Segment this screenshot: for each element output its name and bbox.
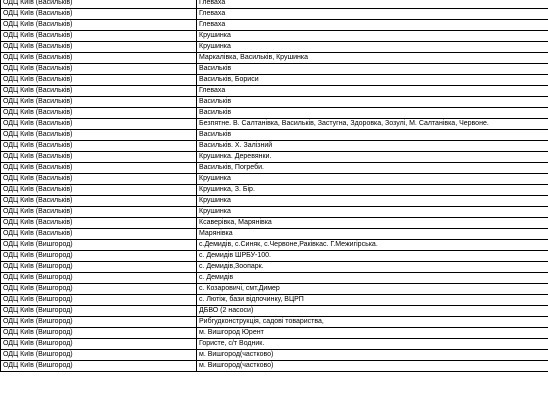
region-cell: ОДЦ Київ (Васильків) xyxy=(1,31,197,42)
region-cell: ОДЦ Київ (Васильків) xyxy=(1,42,197,53)
places-cell: Крушинка xyxy=(197,174,548,185)
table-row xyxy=(1,42,548,53)
region-cell: ОДЦ Київ (Васильків) xyxy=(1,218,197,229)
table-row xyxy=(1,251,548,262)
table-row xyxy=(1,361,548,372)
places-cell: с. Лютіж, бази відпочинку, ВЦРП xyxy=(197,295,548,306)
table-row xyxy=(1,108,548,119)
region-cell: ОДЦ Київ (Васильків) xyxy=(1,53,197,64)
region-cell: ОДЦ Київ (Васильків) xyxy=(1,86,197,97)
region-cell: ОДЦ Київ (Вишгород) xyxy=(1,273,197,284)
places-cell: с.Демидів, с.Синяк, с.Червоне,Раківкас. Г.Межигірська. xyxy=(197,240,548,251)
region-cell: ОДЦ Київ (Вишгород) xyxy=(1,328,197,339)
region-cell: ОДЦ Київ (Вишгород) xyxy=(1,339,197,350)
places-cell: Глеваха xyxy=(197,86,548,97)
table-row xyxy=(1,163,548,174)
places-cell: Ксаверівка, Марянівка xyxy=(197,218,548,229)
places-cell: Глеваха xyxy=(197,0,548,9)
region-cell: ОДЦ Київ (Вишгород) xyxy=(1,284,197,295)
table-row xyxy=(1,295,548,306)
places-cell: м. Вишгород Юрент xyxy=(197,328,548,339)
region-cell: ОДЦ Київ (Васильків) xyxy=(1,141,197,152)
places-cell: м. Вишгород(частково) xyxy=(197,361,548,372)
region-cell: ОДЦ Київ (Васильків) xyxy=(1,0,197,9)
table-row xyxy=(1,20,548,31)
table-row xyxy=(1,262,548,273)
places-cell: с. Демидів xyxy=(197,273,548,284)
places-cell: Васильків xyxy=(197,97,548,108)
table-row xyxy=(1,207,548,218)
table-row xyxy=(1,53,548,64)
table-row xyxy=(1,317,548,328)
places-cell: Рибгудконструкція, садові товариства, xyxy=(197,317,548,328)
region-cell: ОДЦ Київ (Васильків) xyxy=(1,20,197,31)
places-cell: ДБВО (2 насоси) xyxy=(197,306,548,317)
places-cell: Глеваха xyxy=(197,9,548,20)
region-cell: ОДЦ Київ (Вишгород) xyxy=(1,317,197,328)
places-cell: Васильків, Погреби. xyxy=(197,163,548,174)
table-row xyxy=(1,64,548,75)
places-cell: м. Вишгород(частково) xyxy=(197,350,548,361)
region-cell: ОДЦ Київ (Васильків) xyxy=(1,229,197,240)
places-cell: Крушинка xyxy=(197,196,548,207)
region-cell: ОДЦ Київ (Васильків) xyxy=(1,97,197,108)
region-cell: ОДЦ Київ (Васильків) xyxy=(1,75,197,86)
places-cell: Крушинка xyxy=(197,31,548,42)
region-cell: ОДЦ Київ (Васильків) xyxy=(1,207,197,218)
places-cell: с. Демидів ШРБУ-100. xyxy=(197,251,548,262)
table-row xyxy=(1,218,548,229)
table-row xyxy=(1,174,548,185)
region-cell: ОДЦ Київ (Васильків) xyxy=(1,119,197,130)
table-row xyxy=(1,152,548,163)
table-row xyxy=(1,328,548,339)
table-row xyxy=(1,284,548,295)
table-row xyxy=(1,350,548,361)
table-row xyxy=(1,97,548,108)
table-row xyxy=(1,31,548,42)
region-cell: ОДЦ Київ (Вишгород) xyxy=(1,306,197,317)
places-cell: Глеваха xyxy=(197,20,548,31)
places-cell: Васильків xyxy=(197,108,548,119)
region-cell: ОДЦ Київ (Васильків) xyxy=(1,174,197,185)
region-cell: ОДЦ Київ (Вишгород) xyxy=(1,251,197,262)
places-cell: Крушинка xyxy=(197,42,548,53)
places-cell: Марянівка xyxy=(197,229,548,240)
region-cell: ОДЦ Київ (Васильків) xyxy=(1,130,197,141)
table-row xyxy=(1,229,548,240)
places-cell: Крушинка. Деревянки. xyxy=(197,152,548,163)
table-row xyxy=(1,119,548,130)
places-cell: Крушинка xyxy=(197,207,548,218)
region-cell: ОДЦ Київ (Вишгород) xyxy=(1,350,197,361)
table-row xyxy=(1,240,548,251)
table-row xyxy=(1,141,548,152)
places-cell: Крушинка, З. Бір. xyxy=(197,185,548,196)
table-body xyxy=(1,0,548,372)
region-cell: ОДЦ Київ (Васильків) xyxy=(1,196,197,207)
table-row xyxy=(1,75,548,86)
region-cell: ОДЦ Київ (Васильків) xyxy=(1,152,197,163)
places-cell: Безпятне. В. Салтанівка, Васильків, Застугна, Здоровка, Зозулі, М. Салтанівка, Червоне. xyxy=(197,119,548,130)
places-cell: с. Козаровичі, смт.Димер xyxy=(197,284,548,295)
places-cell: Васильків. Х. Залізний xyxy=(197,141,548,152)
region-cell: ОДЦ Київ (Васильків) xyxy=(1,9,197,20)
table-row xyxy=(1,0,548,9)
table-row xyxy=(1,86,548,97)
region-cell: ОДЦ Київ (Вишгород) xyxy=(1,361,197,372)
region-cell: ОДЦ Київ (Вишгород) xyxy=(1,240,197,251)
region-cell: ОДЦ Київ (Васильків) xyxy=(1,108,197,119)
region-cell: ОДЦ Київ (Васильків) xyxy=(1,64,197,75)
table-row xyxy=(1,185,548,196)
places-cell: Гористе, с/т Водник. xyxy=(197,339,548,350)
region-cell: ОДЦ Київ (Вишгород) xyxy=(1,295,197,306)
table-row xyxy=(1,339,548,350)
region-cell: ОДЦ Київ (Вишгород) xyxy=(1,262,197,273)
region-cell: ОДЦ Київ (Васильків) xyxy=(1,185,197,196)
places-cell: Васильків, Бориси xyxy=(197,75,548,86)
table-row xyxy=(1,273,548,284)
table-row xyxy=(1,130,548,141)
table-row xyxy=(1,196,548,207)
places-cell: с. Демидів,Зоопарк. xyxy=(197,262,548,273)
table-row xyxy=(1,306,548,317)
region-cell: ОДЦ Київ (Васильків) xyxy=(1,163,197,174)
places-cell: Васильків xyxy=(197,64,548,75)
table-row xyxy=(1,9,548,20)
places-cell: Васильків xyxy=(197,130,548,141)
places-cell: Маркалівка, Васильків, Крушинка xyxy=(197,53,548,64)
